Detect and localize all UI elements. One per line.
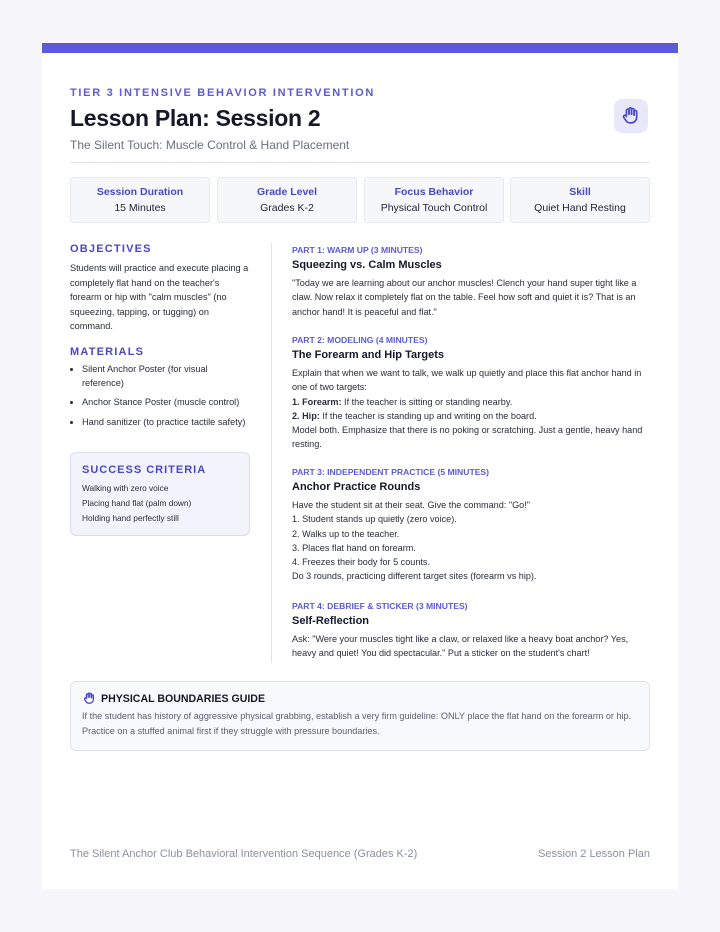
part-body: Ask: "Were your muscles tight like a claw, or relaxed like a heavy boat anchor? Yes, heavy and quiet! You did spectacular." Put a sticker on the student's chart! [292, 634, 629, 659]
stat-grade-level [217, 177, 357, 223]
target-forearm [292, 395, 650, 409]
objectives-heading: OBJECTIVES [70, 243, 152, 255]
success-criteria-box [70, 452, 250, 536]
target-text: If the teacher is standing up and writing on the board. [319, 410, 537, 421]
part-label: PART 2: MODELING (4 MINUTES) [292, 335, 428, 345]
raised-hand-icon [614, 99, 648, 133]
page-title: Lesson Plan: Session 2 [70, 105, 321, 131]
part-heading: The Forearm and Hip Targets [292, 349, 444, 361]
stat-value: Physical Touch Control [380, 202, 488, 214]
stat-session-duration [70, 177, 210, 223]
list-item: 3. Places flat hand on forearm. [292, 542, 416, 553]
footer-series-title: The Silent Anchor Club Behavioral Intervention Sequence (Grades K-2) [70, 848, 418, 860]
list-item: Holding hand perfectly still [82, 513, 179, 523]
stat-label: Session Duration [96, 186, 184, 198]
guide-heading: PHYSICAL BOUNDARIES GUIDE [101, 693, 266, 705]
physical-boundaries-guide [70, 681, 650, 751]
part-body [292, 366, 650, 452]
part-outro: Model both. Emphasize that there is no poking or scratching. Just a gentle, heavy hand resting. [292, 425, 643, 450]
list-item: Have the student sit at their seat. Give the command: "Go!" [292, 500, 530, 510]
target-hip [292, 409, 650, 423]
stat-label: Skill [569, 186, 591, 198]
stat-label: Grade Level [256, 186, 318, 198]
stat-value: Quiet Hand Resting [534, 202, 626, 214]
materials-list [70, 363, 250, 435]
list-item: Do 3 rounds, practicing different target sites (forearm vs hip). [292, 571, 537, 582]
list-item: • Silent Anchor Poster (for visual reference) [82, 363, 250, 390]
target-text: If the teacher is sitting or standing nearby. [341, 396, 513, 407]
raised-hand-icon [82, 691, 97, 711]
stat-value: Grades K-2 [260, 202, 314, 214]
guide-body: If the student has history of aggressive physical grabbing, establish a very firm guideline: ONLY place the flat hand on the forearm or hip. Practice on a stuffed animal first if they struggle with pressure boundaries. [82, 711, 632, 736]
list-item: Placing hand flat (palm down) [82, 498, 192, 508]
header-divider [70, 162, 650, 163]
part-heading: Self-Reflection [292, 615, 370, 627]
part-label: PART 1: WARM UP (3 MINUTES) [292, 245, 423, 255]
stat-skill [510, 177, 650, 223]
column-divider [271, 243, 272, 663]
part-body: "Today we are learning about our anchor muscles! Clench your hand super tight like a claw. Now relax it completely flat on the table. Feel how soft and quiet it is? That is an anchor hand! It is peaceful and flat." [292, 278, 637, 317]
part-label: PART 4: DEBRIEF & STICKER (3 MINUTES) [292, 601, 468, 611]
footer-page-label: Session 2 Lesson Plan [538, 848, 650, 860]
list-item: 1. Student stands up quietly (zero voice). [292, 514, 457, 525]
part-label: PART 3: INDEPENDENT PRACTICE (5 MINUTES) [292, 467, 490, 477]
target-label: 1. Forearm: [292, 396, 342, 407]
page-subtitle: The Silent Touch: Muscle Control & Hand Placement [70, 138, 350, 152]
part-heading: Squeezing vs. Calm Muscles [292, 259, 442, 271]
accent-top-bar [42, 43, 678, 53]
part-heading: Anchor Practice Rounds [292, 481, 421, 493]
list-item: • Anchor Stance Poster (muscle control) [82, 396, 250, 410]
part-body [292, 498, 650, 584]
list-item: • Hand sanitizer (to practice tactile safety) [82, 416, 250, 430]
success-criteria-heading: SUCCESS CRITERIA [82, 464, 207, 476]
materials-heading: MATERIALS [70, 346, 145, 358]
objectives-text: Students will practice and execute placing a completely flat hand on the teacher's forearm or hip with "calm muscles" (no squeezing, tapping, or tugging) on command. [70, 263, 249, 331]
list-item: 2. Walks up to the teacher. [292, 528, 400, 539]
list-item: 4. Freezes their body for 5 counts. [292, 557, 430, 568]
stat-value: 15 Minutes [114, 202, 166, 214]
stat-label: Focus Behavior [394, 186, 474, 198]
target-label: 2. Hip: [292, 410, 320, 421]
tier-eyebrow: TIER 3 INTENSIVE BEHAVIOR INTERVENTION [70, 87, 376, 99]
list-item: Walking with zero voice [82, 483, 169, 493]
part-intro: Explain that when we want to talk, we walk up quietly and place this flat anchor hand in one of two targets: [292, 368, 642, 393]
lesson-plan-page [42, 43, 678, 889]
stat-focus-behavior [364, 177, 504, 223]
